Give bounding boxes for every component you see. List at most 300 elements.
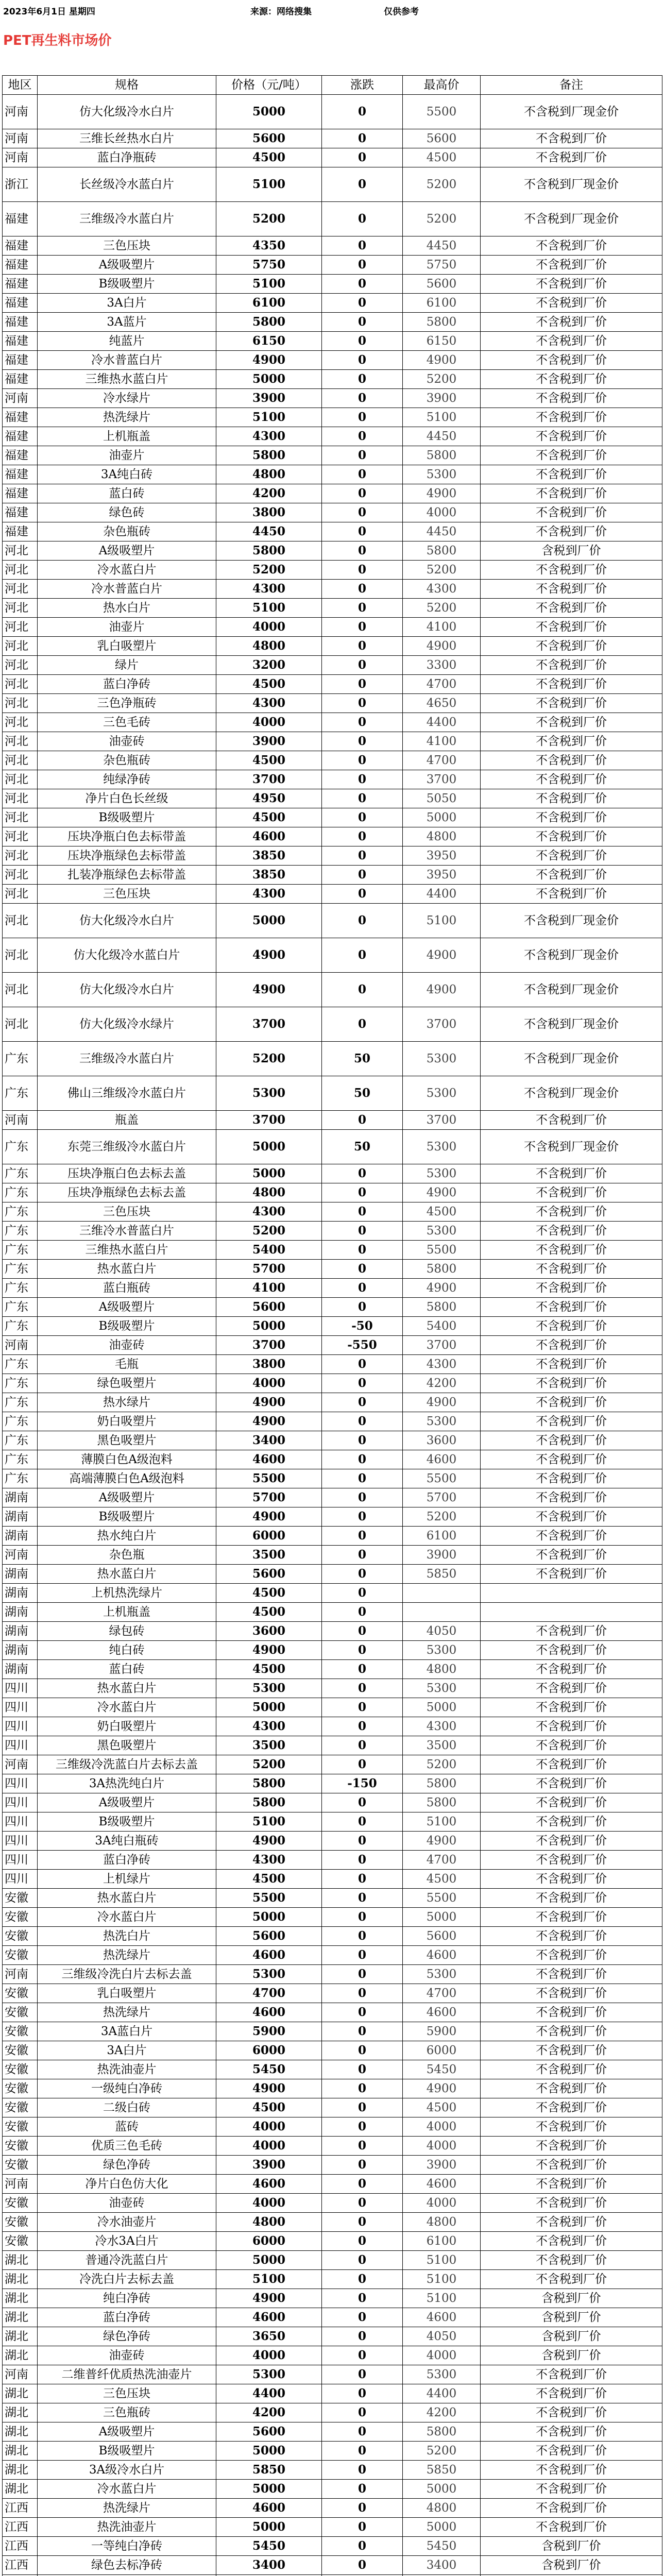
cell-remark: 不含税到厂价 xyxy=(481,2079,662,2098)
cell-region: 广东 xyxy=(3,1412,38,1431)
cell-high: 5200 xyxy=(403,167,481,202)
cell-high: 5800 xyxy=(403,1298,481,1317)
cell-price: 4900 xyxy=(216,973,322,1007)
cell-spec: A级吸塑片 xyxy=(38,1488,216,1507)
table-row xyxy=(3,2365,662,2384)
table-row xyxy=(3,2556,662,2575)
cell-change: 0 xyxy=(322,1908,403,1927)
cell-price: 4200 xyxy=(216,2403,322,2422)
cell-spec: 纯绿净砖 xyxy=(38,770,216,789)
cell-region: 湖北 xyxy=(3,2422,38,2442)
cell-high: 5850 xyxy=(403,2461,481,2480)
cell-remark: 不含税到厂价 xyxy=(481,1279,662,1298)
table-row xyxy=(3,1679,662,1698)
cell-price: 3400 xyxy=(216,1431,322,1450)
cell-price: 5600 xyxy=(216,1927,322,1946)
cell-high: 3950 xyxy=(403,866,481,885)
cell-change: 0 xyxy=(322,167,403,202)
cell-high: 5500 xyxy=(403,1889,481,1908)
cell-region: 河北 xyxy=(3,885,38,904)
cell-remark: 不含税到厂价 xyxy=(481,751,662,770)
cell-region: 河北 xyxy=(3,904,38,938)
table-row xyxy=(3,2346,662,2365)
cell-remark: 不含税到厂价 xyxy=(481,351,662,370)
cell-remark: 不含税到厂价 xyxy=(481,770,662,789)
cell-remark: 不含税到厂价 xyxy=(481,1812,662,1832)
cell-region: 安徽 xyxy=(3,2060,38,2079)
cell-region: 湖北 xyxy=(3,2327,38,2346)
cell-remark: 不含税到厂价 xyxy=(481,1851,662,1870)
table-row xyxy=(3,675,662,694)
cell-region: 河南 xyxy=(3,1546,38,1565)
cell-high: 5050 xyxy=(403,789,481,808)
cell-change: 0 xyxy=(322,1584,403,1603)
cell-high: 5600 xyxy=(403,1927,481,1946)
cell-region: 广东 xyxy=(3,1042,38,1076)
cell-high: 4000 xyxy=(403,2194,481,2213)
cell-high: 5200 xyxy=(403,370,481,389)
cell-change: 0 xyxy=(322,2422,403,2442)
cell-spec: 3A白片 xyxy=(38,2041,216,2060)
table-row xyxy=(3,1889,662,1908)
cell-high: 5200 xyxy=(403,202,481,236)
cell-region: 安徽 xyxy=(3,1889,38,1908)
cell-price: 5600 xyxy=(216,1298,322,1317)
cell-change: 0 xyxy=(322,2117,403,2137)
cell-remark: 不含税到厂价 xyxy=(481,2480,662,2499)
cell-high: 5300 xyxy=(403,1042,481,1076)
page-title: PET再生料市场价 xyxy=(3,33,112,48)
cell-change: 0 xyxy=(322,2480,403,2499)
cell-change: 0 xyxy=(322,1355,403,1374)
cell-price: 3500 xyxy=(216,1736,322,1755)
cell-change: 0 xyxy=(322,2384,403,2403)
cell-region: 广东 xyxy=(3,1241,38,1260)
cell-change: 0 xyxy=(322,2403,403,2422)
cell-remark: 不含税到厂价 xyxy=(481,2175,662,2194)
cell-change: 0 xyxy=(322,2232,403,2251)
table-row xyxy=(3,2117,662,2137)
cell-change: -150 xyxy=(322,1774,403,1793)
cell-change: 0 xyxy=(322,1412,403,1431)
cell-spec: 净片白色长丝级 xyxy=(38,789,216,808)
cell-remark: 不含税到厂价 xyxy=(481,2022,662,2041)
table-row xyxy=(3,2518,662,2537)
table-row xyxy=(3,1793,662,1812)
cell-high: 5800 xyxy=(403,446,481,465)
cell-high: 4700 xyxy=(403,1984,481,2003)
cell-change: 0 xyxy=(322,313,403,332)
cell-region: 福建 xyxy=(3,503,38,522)
cell-high: 4450 xyxy=(403,522,481,541)
col-header-high: 最高价 xyxy=(403,76,481,95)
cell-region: 河北 xyxy=(3,973,38,1007)
cell-spec: 冷水3A白片 xyxy=(38,2232,216,2251)
cell-price: 5100 xyxy=(216,167,322,202)
table-row xyxy=(3,1507,662,1527)
cell-change: 0 xyxy=(322,732,403,751)
cell-high: 5200 xyxy=(403,561,481,580)
cell-price: 4500 xyxy=(216,808,322,827)
cell-spec: 热水蓝白片 xyxy=(38,1565,216,1584)
cell-change: 0 xyxy=(322,1431,403,1450)
cell-region: 河南 xyxy=(3,389,38,408)
cell-spec: 东莞三维级冷水蓝白片 xyxy=(38,1130,216,1164)
cell-change: -50 xyxy=(322,1317,403,1336)
cell-price: 5100 xyxy=(216,1812,322,1832)
cell-high: 4450 xyxy=(403,427,481,446)
cell-remark: 不含税到厂价 xyxy=(481,503,662,522)
cell-high: 4900 xyxy=(403,938,481,973)
cell-high: 4050 xyxy=(403,2327,481,2346)
table-row xyxy=(3,2289,662,2308)
cell-high: 5300 xyxy=(403,1679,481,1698)
cell-remark: 含税到厂价 xyxy=(481,2346,662,2365)
cell-change: 0 xyxy=(322,2308,403,2327)
cell-change: 0 xyxy=(322,1527,403,1546)
table-row xyxy=(3,904,662,938)
cell-spec: 冷水油壶片 xyxy=(38,2213,216,2232)
cell-change: 0 xyxy=(322,1641,403,1660)
cell-change: 0 xyxy=(322,2137,403,2156)
cell-remark: 不含税到厂价 xyxy=(481,1774,662,1793)
cell-region: 湖南 xyxy=(3,1565,38,1584)
cell-region: 湖北 xyxy=(3,2480,38,2499)
cell-change: 0 xyxy=(322,827,403,846)
cell-remark: 不含税到厂价 xyxy=(481,294,662,313)
cell-change: 0 xyxy=(322,713,403,732)
cell-spec: 油壶片 xyxy=(38,446,216,465)
cell-region: 广东 xyxy=(3,1202,38,1222)
col-header-region: 地区 xyxy=(3,76,38,95)
table-row xyxy=(3,827,662,846)
cell-price: 4200 xyxy=(216,484,322,503)
cell-change: 0 xyxy=(322,885,403,904)
cell-price: 4900 xyxy=(216,1832,322,1851)
cell-price: 6000 xyxy=(216,2232,322,2251)
cell-spec: 热洗绿片 xyxy=(38,408,216,427)
table-row xyxy=(3,1279,662,1298)
cell-price: 5450 xyxy=(216,2060,322,2079)
cell-spec: 三维热水蓝白片 xyxy=(38,1241,216,1260)
cell-high: 5750 xyxy=(403,256,481,275)
table-row xyxy=(3,1469,662,1488)
cell-region: 湖南 xyxy=(3,1622,38,1641)
cell-spec: 三色压块 xyxy=(38,1202,216,1222)
cell-spec: 热水白片 xyxy=(38,599,216,618)
table-row xyxy=(3,1317,662,1336)
cell-high: 3300 xyxy=(403,656,481,675)
cell-region: 河南 xyxy=(3,1336,38,1355)
cell-spec: A级吸塑片 xyxy=(38,256,216,275)
cell-spec: 二级白砖 xyxy=(38,2098,216,2117)
cell-region: 广东 xyxy=(3,1469,38,1488)
cell-remark: 不含税到厂价 xyxy=(481,599,662,618)
cell-price: 3700 xyxy=(216,1007,322,1042)
cell-high: 5000 xyxy=(403,1698,481,1717)
cell-region: 广东 xyxy=(3,1393,38,1412)
cell-high: 5300 xyxy=(403,1164,481,1183)
cell-spec: 蓝白净瓶砖 xyxy=(38,148,216,167)
cell-remark: 不含税到厂价 xyxy=(481,1793,662,1812)
table-row xyxy=(3,1660,662,1679)
cell-high: 4900 xyxy=(403,2079,481,2098)
cell-spec: 奶白吸塑片 xyxy=(38,1412,216,1431)
table-row xyxy=(3,2213,662,2232)
cell-region: 福建 xyxy=(3,256,38,275)
table-row xyxy=(3,1298,662,1317)
cell-remark: 不含税到厂价 xyxy=(481,1527,662,1546)
cell-region: 河南 xyxy=(3,1965,38,1984)
cell-change: 0 xyxy=(322,370,403,389)
cell-change: 0 xyxy=(322,1164,403,1183)
cell-price: 5300 xyxy=(216,1076,322,1111)
table-row xyxy=(3,1222,662,1241)
page-header xyxy=(0,0,664,21)
cell-spec: 仿大化级冷水白片 xyxy=(38,904,216,938)
cell-change: 0 xyxy=(322,2041,403,2060)
cell-spec: 热水蓝白片 xyxy=(38,1679,216,1698)
cell-spec: 油壶砖 xyxy=(38,732,216,751)
cell-change: 0 xyxy=(322,236,403,256)
cell-remark: 不含税到厂价 xyxy=(481,275,662,294)
cell-remark: 含税到厂价 xyxy=(481,541,662,561)
cell-price: 4100 xyxy=(216,1279,322,1298)
cell-region: 福建 xyxy=(3,408,38,427)
cell-remark: 不含税到厂价 xyxy=(481,656,662,675)
cell-high: 4300 xyxy=(403,1717,481,1736)
cell-high: 6100 xyxy=(403,294,481,313)
table-row xyxy=(3,2098,662,2117)
cell-region: 四川 xyxy=(3,1679,38,1698)
cell-region: 安徽 xyxy=(3,2194,38,2213)
cell-region: 湖北 xyxy=(3,2384,38,2403)
cell-price: 4900 xyxy=(216,1393,322,1412)
cell-change: 0 xyxy=(322,351,403,370)
cell-high: 5300 xyxy=(403,1130,481,1164)
cell-spec: 蓝白砖 xyxy=(38,1660,216,1679)
cell-remark: 不含税到厂价 xyxy=(481,827,662,846)
cell-spec: B级吸塑片 xyxy=(38,1317,216,1336)
table-row xyxy=(3,1851,662,1870)
cell-change: 0 xyxy=(322,294,403,313)
cell-region: 福建 xyxy=(3,236,38,256)
cell-price: 5000 xyxy=(216,1698,322,1717)
table-row xyxy=(3,1412,662,1431)
table-row xyxy=(3,1946,662,1965)
cell-remark: 不含税到厂价 xyxy=(481,580,662,599)
cell-remark: 不含税到厂价 xyxy=(481,1641,662,1660)
cell-change: 0 xyxy=(322,1603,403,1622)
table-row xyxy=(3,2480,662,2499)
cell-change: 0 xyxy=(322,389,403,408)
table-row xyxy=(3,236,662,256)
cell-change: 0 xyxy=(322,465,403,484)
cell-high: 5100 xyxy=(403,2251,481,2270)
cell-remark: 不含税到厂价 xyxy=(481,789,662,808)
cell-spec: B级吸塑片 xyxy=(38,1812,216,1832)
cell-price: 3700 xyxy=(216,1336,322,1355)
cell-region: 福建 xyxy=(3,446,38,465)
cell-remark: 不含税到厂价 xyxy=(481,1660,662,1679)
cell-change: 0 xyxy=(322,1222,403,1241)
cell-region: 湖北 xyxy=(3,2270,38,2289)
cell-high: 3900 xyxy=(403,1546,481,1565)
cell-high: 4600 xyxy=(403,2003,481,2022)
table-row xyxy=(3,2079,662,2098)
cell-high: 4700 xyxy=(403,1851,481,1870)
cell-spec: 杂色瓶 xyxy=(38,1546,216,1565)
cell-spec: B级吸塑片 xyxy=(38,275,216,294)
cell-high: 4600 xyxy=(403,1946,481,1965)
cell-price: 5500 xyxy=(216,1889,322,1908)
cell-price: 5000 xyxy=(216,95,322,129)
cell-remark: 不含税到厂价 xyxy=(481,808,662,827)
cell-price: 5800 xyxy=(216,446,322,465)
cell-region: 河北 xyxy=(3,694,38,713)
cell-region: 河北 xyxy=(3,580,38,599)
table-row xyxy=(3,1546,662,1565)
cell-price: 4600 xyxy=(216,2175,322,2194)
cell-spec: 压块净瓶绿色去标带盖 xyxy=(38,846,216,866)
cell-spec: 热洗绿片 xyxy=(38,2499,216,2518)
cell-high: 6150 xyxy=(403,332,481,351)
cell-change: 0 xyxy=(322,2022,403,2041)
cell-spec: 一级纯白净砖 xyxy=(38,2079,216,2098)
cell-price: 4500 xyxy=(216,148,322,167)
cell-price: 4300 xyxy=(216,1851,322,1870)
cell-price: 4950 xyxy=(216,789,322,808)
table-header-row xyxy=(3,76,662,95)
table-row xyxy=(3,1641,662,1660)
cell-spec: 三维级冷水蓝白片 xyxy=(38,1042,216,1076)
cell-high: 5850 xyxy=(403,1565,481,1584)
cell-spec: 3A纯白砖 xyxy=(38,465,216,484)
cell-spec: 黑色吸塑片 xyxy=(38,1431,216,1450)
cell-price: 5100 xyxy=(216,2270,322,2289)
cell-change: 0 xyxy=(322,656,403,675)
cell-change: 0 xyxy=(322,1851,403,1870)
cell-remark: 不含税到厂价 xyxy=(481,637,662,656)
cell-region: 福建 xyxy=(3,202,38,236)
cell-remark: 不含税到厂价 xyxy=(481,313,662,332)
cell-spec: A级吸塑片 xyxy=(38,541,216,561)
cell-price: 5200 xyxy=(216,561,322,580)
cell-remark: 不含税到厂价 xyxy=(481,2403,662,2422)
cell-change: 0 xyxy=(322,675,403,694)
cell-region: 广东 xyxy=(3,1164,38,1183)
cell-change: 0 xyxy=(322,866,403,885)
cell-change: 0 xyxy=(322,541,403,561)
table-row xyxy=(3,580,662,599)
cell-region: 四川 xyxy=(3,1832,38,1851)
cell-change: 0 xyxy=(322,2079,403,2098)
cell-change: 0 xyxy=(322,1298,403,1317)
cell-price: 5200 xyxy=(216,202,322,236)
cell-change: 0 xyxy=(322,1622,403,1641)
table-row xyxy=(3,1260,662,1279)
cell-region: 江西 xyxy=(3,2556,38,2575)
table-row xyxy=(3,1755,662,1774)
cell-change: 0 xyxy=(322,2518,403,2537)
cell-change: 0 xyxy=(322,1450,403,1469)
cell-remark: 不含税到厂价 xyxy=(481,522,662,541)
cell-remark: 不含税到厂价 xyxy=(481,1679,662,1698)
cell-price: 3900 xyxy=(216,732,322,751)
cell-high: 4200 xyxy=(403,2403,481,2422)
table-row xyxy=(3,973,662,1007)
cell-high: 5100 xyxy=(403,408,481,427)
cell-remark: 不含税到厂价 xyxy=(481,446,662,465)
table-row xyxy=(3,351,662,370)
cell-spec: 上机瓶盖 xyxy=(38,427,216,446)
cell-high: 4050 xyxy=(403,1622,481,1641)
table-row xyxy=(3,2461,662,2480)
cell-remark: 不含税到厂价 xyxy=(481,129,662,148)
cell-high: 5800 xyxy=(403,2422,481,2442)
cell-spec: B级吸塑片 xyxy=(38,2442,216,2461)
cell-price: 4000 xyxy=(216,1374,322,1393)
cell-high: 4300 xyxy=(403,1355,481,1374)
cell-remark: 不含税到厂现金价 xyxy=(481,904,662,938)
cell-change: 0 xyxy=(322,789,403,808)
cell-spec: 三色压块 xyxy=(38,885,216,904)
cell-high: 4700 xyxy=(403,751,481,770)
cell-spec: 三维冷水普蓝白片 xyxy=(38,1222,216,1241)
cell-spec: 油壶砖 xyxy=(38,2194,216,2213)
cell-spec: 净片白色仿大化 xyxy=(38,2175,216,2194)
cell-spec: 热水蓝白片 xyxy=(38,1889,216,1908)
cell-change: 0 xyxy=(322,2251,403,2270)
cell-region: 安徽 xyxy=(3,2079,38,2098)
cell-high: 4200 xyxy=(403,1374,481,1393)
cell-high: 4900 xyxy=(403,351,481,370)
table-row xyxy=(3,2537,662,2556)
cell-price: 4800 xyxy=(216,1183,322,1202)
cell-region: 江西 xyxy=(3,2518,38,2537)
cell-price: 5200 xyxy=(216,1222,322,1241)
cell-region: 湖北 xyxy=(3,2442,38,2461)
cell-high: 5800 xyxy=(403,1260,481,1279)
cell-price: 5800 xyxy=(216,1793,322,1812)
cell-spec: 绿色净砖 xyxy=(38,2327,216,2346)
cell-region: 江西 xyxy=(3,2537,38,2556)
cell-region: 河南 xyxy=(3,1755,38,1774)
cell-change: 50 xyxy=(322,1076,403,1111)
cell-change: 0 xyxy=(322,95,403,129)
col-header-spec: 规格 xyxy=(38,76,216,95)
cell-region: 湖北 xyxy=(3,2346,38,2365)
table-row xyxy=(3,1111,662,1130)
cell-change: 0 xyxy=(322,2060,403,2079)
cell-remark: 不含税到厂价 xyxy=(481,2384,662,2403)
cell-high: 4800 xyxy=(403,1660,481,1679)
table-row xyxy=(3,1355,662,1374)
cell-region: 河北 xyxy=(3,541,38,561)
cell-price: 5000 xyxy=(216,1317,322,1336)
cell-remark: 不含税到厂价 xyxy=(481,2518,662,2537)
table-row xyxy=(3,1698,662,1717)
cell-spec: 黑色吸塑片 xyxy=(38,1736,216,1755)
table-row xyxy=(3,1393,662,1412)
cell-remark: 不含税到厂价 xyxy=(481,675,662,694)
table-row xyxy=(3,2003,662,2022)
cell-spec: 热洗绿片 xyxy=(38,1946,216,1965)
cell-price: 3850 xyxy=(216,866,322,885)
table-row xyxy=(3,2156,662,2175)
cell-high: 4900 xyxy=(403,1393,481,1412)
cell-change: 0 xyxy=(322,599,403,618)
